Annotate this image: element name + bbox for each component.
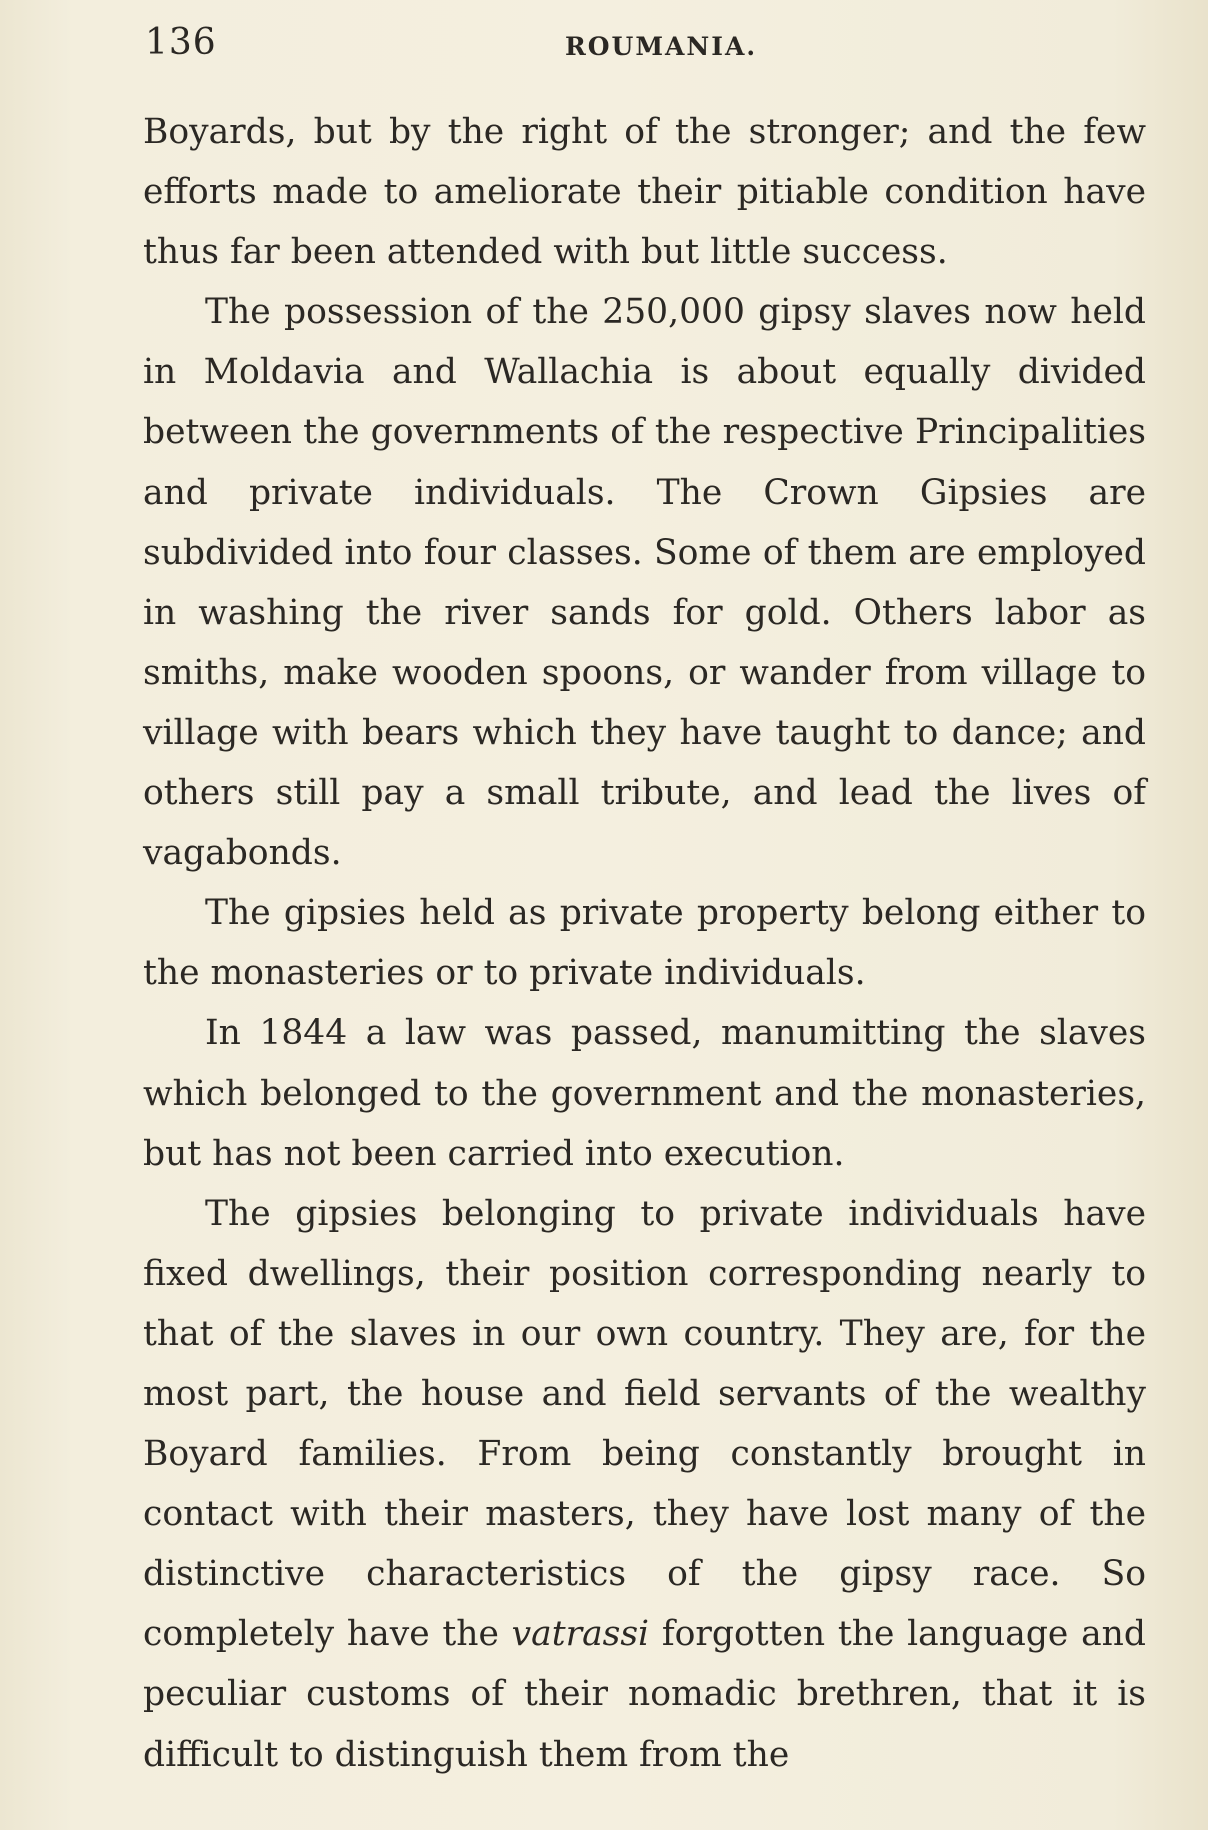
running-head — [145, 18, 1145, 74]
paragraph — [143, 282, 1146, 883]
body-text — [143, 102, 1146, 1785]
running-title: ROUMANIA. — [565, 32, 758, 61]
paragraph-text: In 1844 a law was passed, manumitting the slaves which belonged to the government and the monasteries, but has not been carried into execution. — [143, 1013, 1146, 1174]
paragraph — [143, 102, 1146, 282]
paragraph — [143, 1003, 1146, 1183]
paragraph-text: The gipsies held as private property belong either to the monasteries or to private individuals. — [143, 893, 1146, 994]
paragraph-text: The gipsies belonging to private individuals have fixed dwellings, their position corresponding nearly to that of the slaves in our own country. They are, for the most part, the house and field servants of the wealthy Boyard families. From being constantly brought in contact with their masters, they have lost many of the distinctive characteristics of the gipsy race. So completely have the — [143, 1193, 1146, 1655]
paragraph — [143, 883, 1146, 1003]
paragraph — [143, 1184, 1146, 1785]
paragraph-text: Boyards, but by the right of the stronger; and the few efforts made to ameliorate their pitiable condition have thus far been attended with but little success. — [143, 112, 1146, 273]
italic-term: vatrassi — [511, 1614, 650, 1655]
page-number: 136 — [145, 22, 217, 63]
paragraph-text: forgotten the language and peculiar customs of their nomadic brethren, that it is difficult to distinguish them from the — [143, 1614, 1146, 1775]
paragraph-text: The possession of the 250,000 gipsy slaves now held in Moldavia and Wallachia is about equally divided between the governments of the respective Principalities and private individuals. The Crown Gipsies are subdivided into four classes. Some of them are employed in washing the river sands for gold. Others labor as smiths, make wooden spoons, or wander from village to village with bears which they have taught to dance; and others still pay a small tribute, and lead the lives of vagabonds. — [143, 292, 1146, 874]
